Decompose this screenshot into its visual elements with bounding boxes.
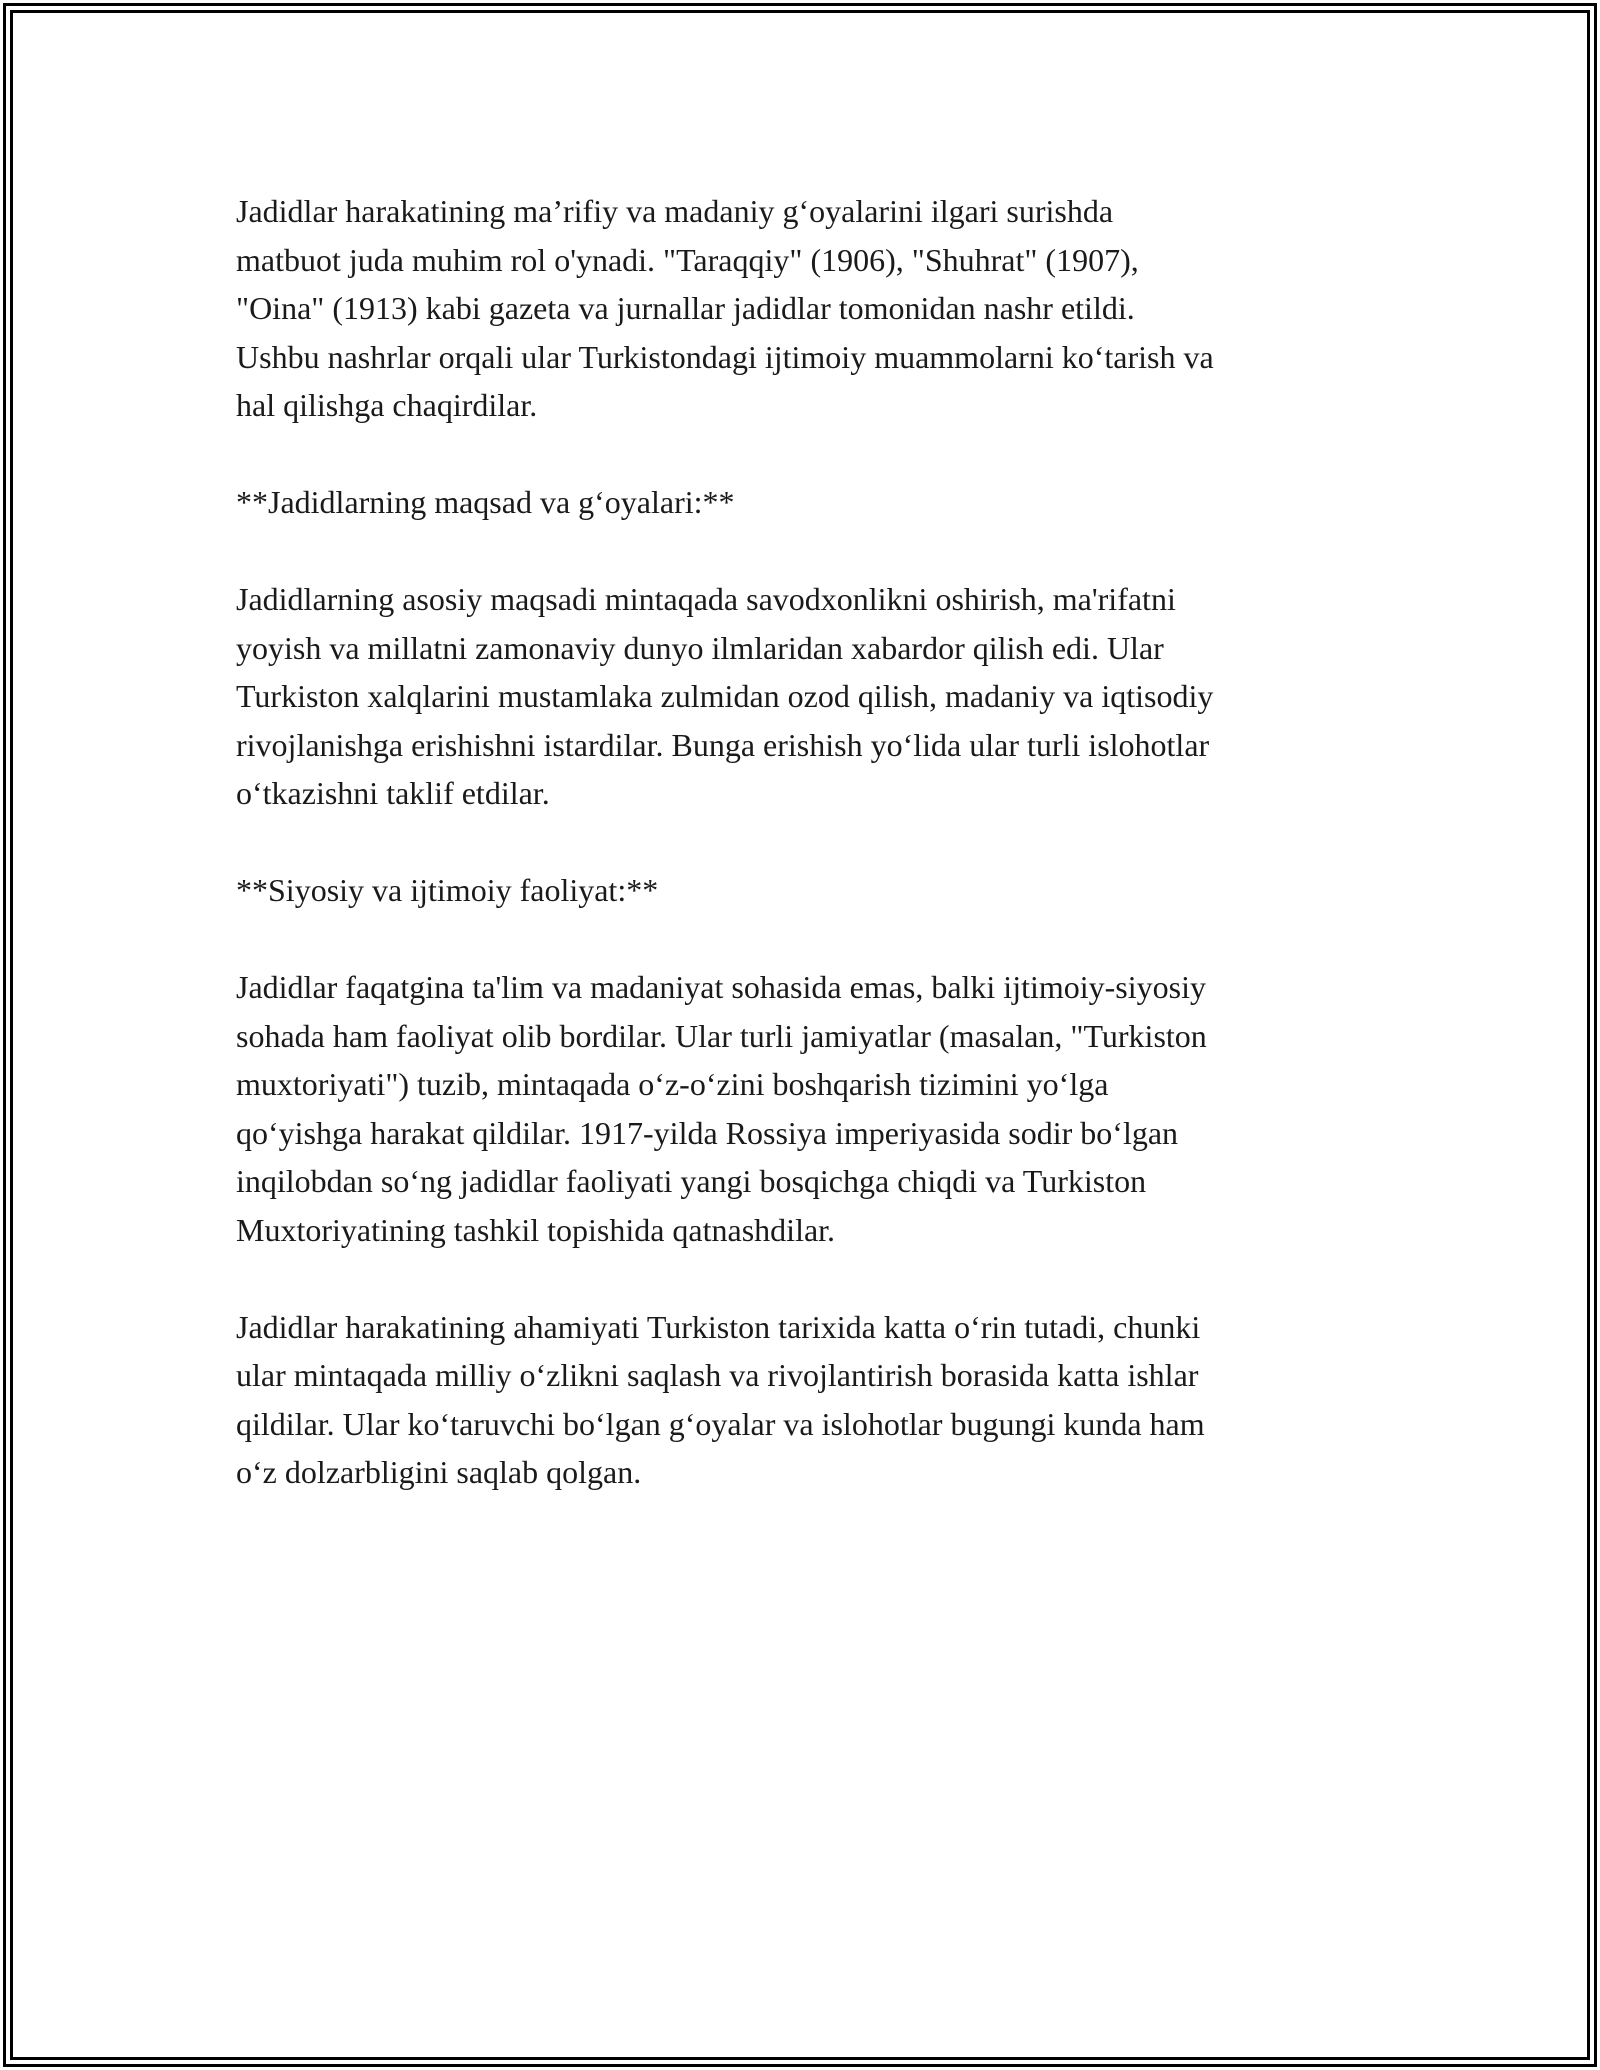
document-body [236,187,1386,1545]
paragraph-press-role: Jadidlar harakatining ma’rifiy va madaniy g‘oyalarini ilgari surishda matbuot juda muhim rol o'ynadi. "Taraqqiy" (1906), "Shuhrat" (1907), "Oina" (1913) kabi gazeta va jurnallar jadidlar tomonidan nashr etildi. Ushbu nashrlar orqali ular Turkistondagi ijtimoiy muammolarni ko‘tarish va hal qilishga chaqirdilar. [236,193,1214,423]
heading-political-social-activity: **Siyosiy va ijtimoiy faoliyat:** [236,872,659,908]
heading-goals-and-ideas: **Jadidlarning maqsad va g‘oyalari:** [236,484,735,520]
paragraph-significance: Jadidlar harakatining ahamiyati Turkiston tarixida katta o‘rin tutadi, chunki ular mintaqada milliy o‘zlikni saqlash va rivojlantirish borasida katta ishlar qildilar. Ular ko‘taruvchi bo‘lgan g‘oyalar va islohotlar bugungi kunda ham o‘z dolzarbligini saqlab qolgan. [236,1308,1205,1490]
paragraph-main-goals: Jadidlarning asosiy maqsadi mintaqada savodxonlikni oshirish, ma'rifatni yoyish va millatni zamonaviy dunyo ilmlaridan xabardor qilish edi. Ular Turkiston xalqlarini mustamlaka zulmidan ozod qilish, madaniy va iqtisodiy rivojlanishga erishishni istardilar. Bunga erishish yo‘lida ular turli islohotlar o‘tkazishni taklif etdilar. [236,581,1214,811]
paragraph-political-activity: Jadidlar faqatgina ta'lim va madaniyat sohasida emas, balki ijtimoiy-siyosiy sohada ham faoliyat olib bordilar. Ular turli jamiyatlar (masalan, "Turkiston muxtoriyati") tuzib, mintaqada o‘z-o‘zini boshqarish tizimini yo‘lga qo‘yishga harakat qildilar. 1917-yilda Rossiya imperiyasida sodir bo‘lgan inqilobdan so‘ng jadidlar faoliyati yangi bosqichga chiqdi va Turkiston Muxtoriyatining tashkil topishida qatnashdilar. [236,969,1207,1248]
